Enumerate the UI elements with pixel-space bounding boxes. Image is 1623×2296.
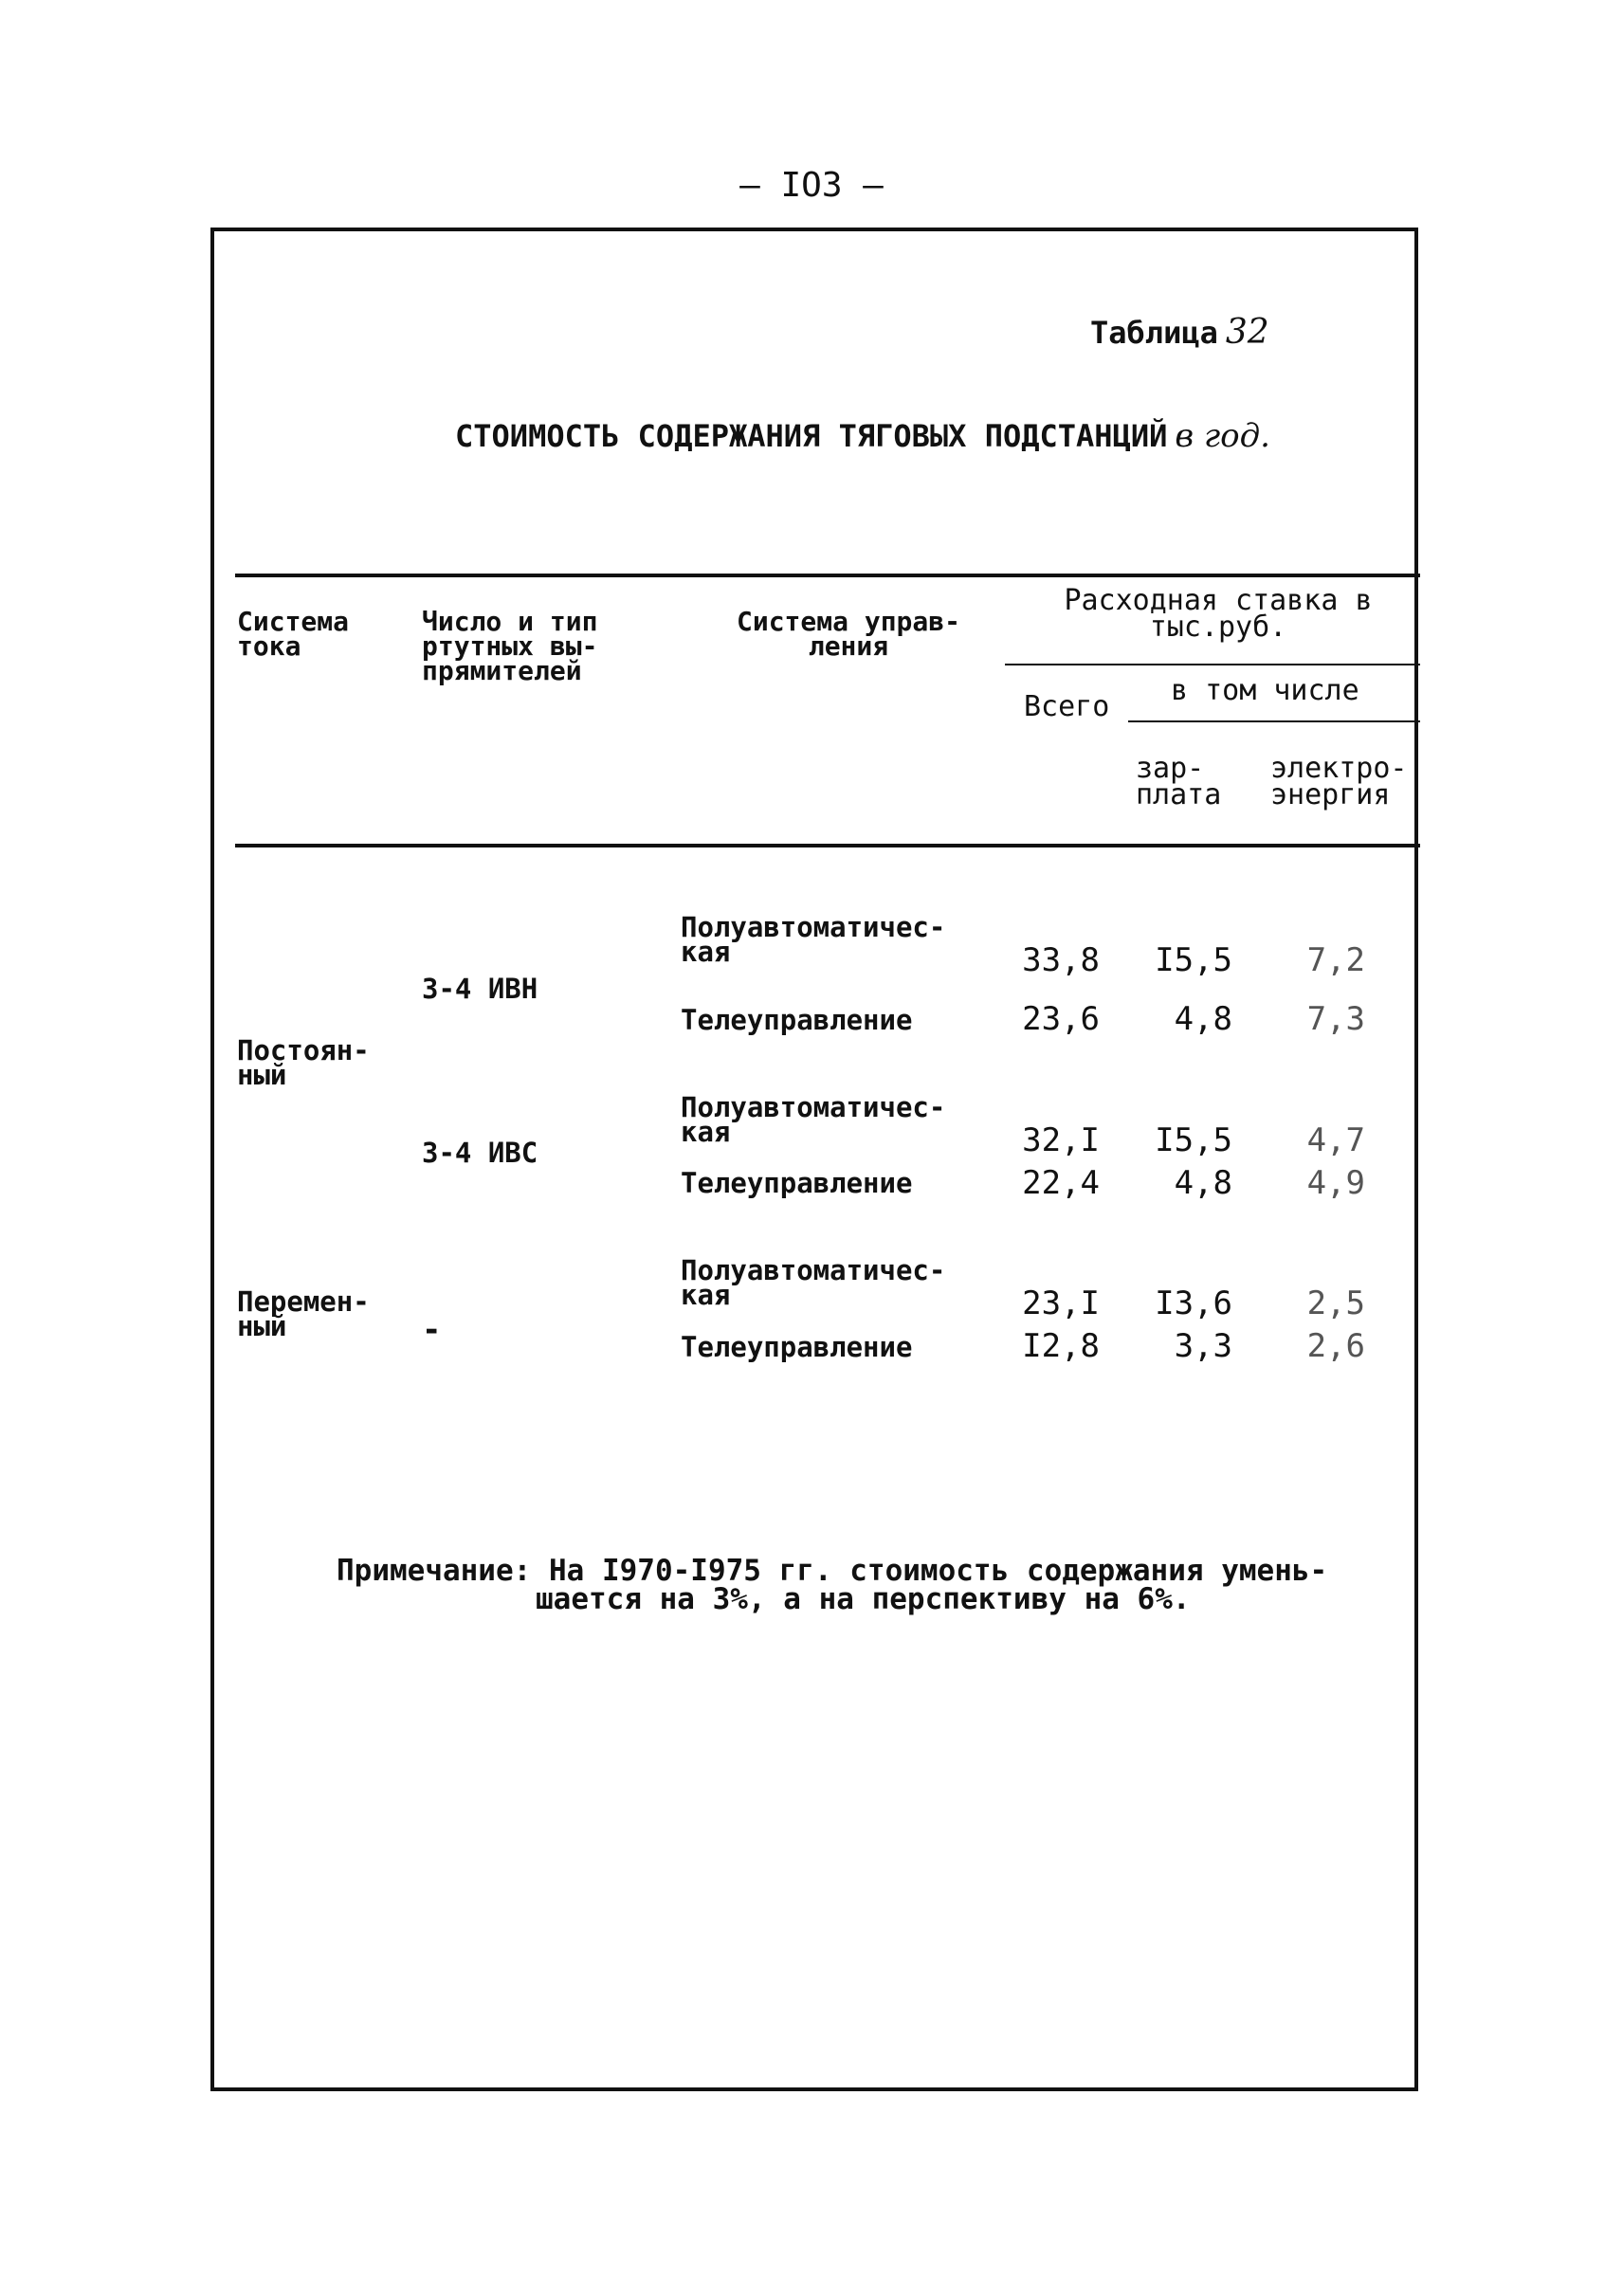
- salary-cell: 3,3: [1174, 1327, 1232, 1365]
- rectifiers-cell: 3-4 ИВС: [422, 1137, 538, 1169]
- electricity-cell: 7,2: [1306, 941, 1365, 979]
- total-cell: 23,I: [1022, 1285, 1100, 1322]
- electricity-cell: 2,6: [1306, 1327, 1365, 1365]
- rectifiers-cell: -: [422, 1311, 442, 1349]
- total-cell: I2,8: [1022, 1327, 1100, 1365]
- table-number: 32: [1225, 313, 1269, 352]
- header-rate: Расходная ставка в тыс.руб.: [1064, 584, 1373, 644]
- salary-cell: I5,5: [1155, 941, 1232, 979]
- electricity-cell: 2,5: [1306, 1285, 1365, 1322]
- electricity-cell: 4,9: [1306, 1164, 1365, 1202]
- salary-cell: I5,5: [1155, 1121, 1232, 1159]
- control-cell: Полуавтоматичес- кая: [681, 1091, 946, 1148]
- header-rectifiers: Число и тип ртутных вы- прямителей: [422, 606, 598, 686]
- note-line-2: шается на 3%, а на перспективу на 6%.: [536, 1582, 1191, 1616]
- table-top-rule: [235, 574, 1420, 577]
- rectifiers-cell: 3-4 ИВН: [422, 973, 538, 1005]
- table-title: [455, 417, 1270, 455]
- control-cell: Полуавтоматичес- кая: [681, 911, 946, 968]
- control-cell: Полуавтоматичес- кая: [681, 1254, 946, 1311]
- header-electricity: электро- энергия: [1270, 752, 1408, 811]
- page-frame: [210, 228, 1418, 2091]
- salary-cell: I3,6: [1155, 1285, 1232, 1322]
- rate-subheader-rule: [1005, 664, 1420, 665]
- electricity-cell: 7,3: [1306, 1000, 1365, 1038]
- total-cell: 23,6: [1022, 1000, 1100, 1038]
- header-including: в том числе: [1171, 674, 1359, 707]
- including-subheader-rule: [1128, 720, 1420, 722]
- control-cell: Телеуправление: [681, 1167, 913, 1199]
- electricity-cell: 4,7: [1306, 1121, 1365, 1159]
- control-cell: Телеуправление: [681, 1331, 913, 1363]
- current-system-cell: Постоян- ный: [237, 1034, 370, 1091]
- header-total: Всего: [1024, 690, 1110, 723]
- note-label: Примечание:: [337, 1554, 532, 1588]
- table-label: [1090, 313, 1269, 352]
- header-bottom-rule: [235, 844, 1420, 847]
- table-title-suffix: в год.: [1175, 417, 1270, 455]
- total-cell: 32,I: [1022, 1121, 1100, 1159]
- salary-cell: 4,8: [1174, 1164, 1232, 1202]
- note-line-1: На I970-I975 гг. стоимость содержания умень-: [548, 1554, 1328, 1588]
- header-control-system: Система управ- ления: [736, 606, 960, 662]
- control-cell: Телеуправление: [681, 1004, 913, 1036]
- page-number: – IO3 –: [739, 166, 884, 205]
- table-title-text: СТОИМОСТЬ СОДЕРЖАНИЯ ТЯГОВЫХ ПОДСТАНЦИЙ: [455, 418, 1168, 454]
- header-salary: зар- плата: [1136, 752, 1222, 811]
- salary-cell: 4,8: [1174, 1000, 1232, 1038]
- header-current-system: Система тока: [237, 606, 350, 662]
- current-system-cell: Перемен- ный: [237, 1285, 370, 1342]
- total-cell: 33,8: [1022, 941, 1100, 979]
- total-cell: 22,4: [1022, 1164, 1100, 1202]
- table-label-text: Таблица: [1090, 315, 1218, 351]
- note: [337, 1554, 1328, 1588]
